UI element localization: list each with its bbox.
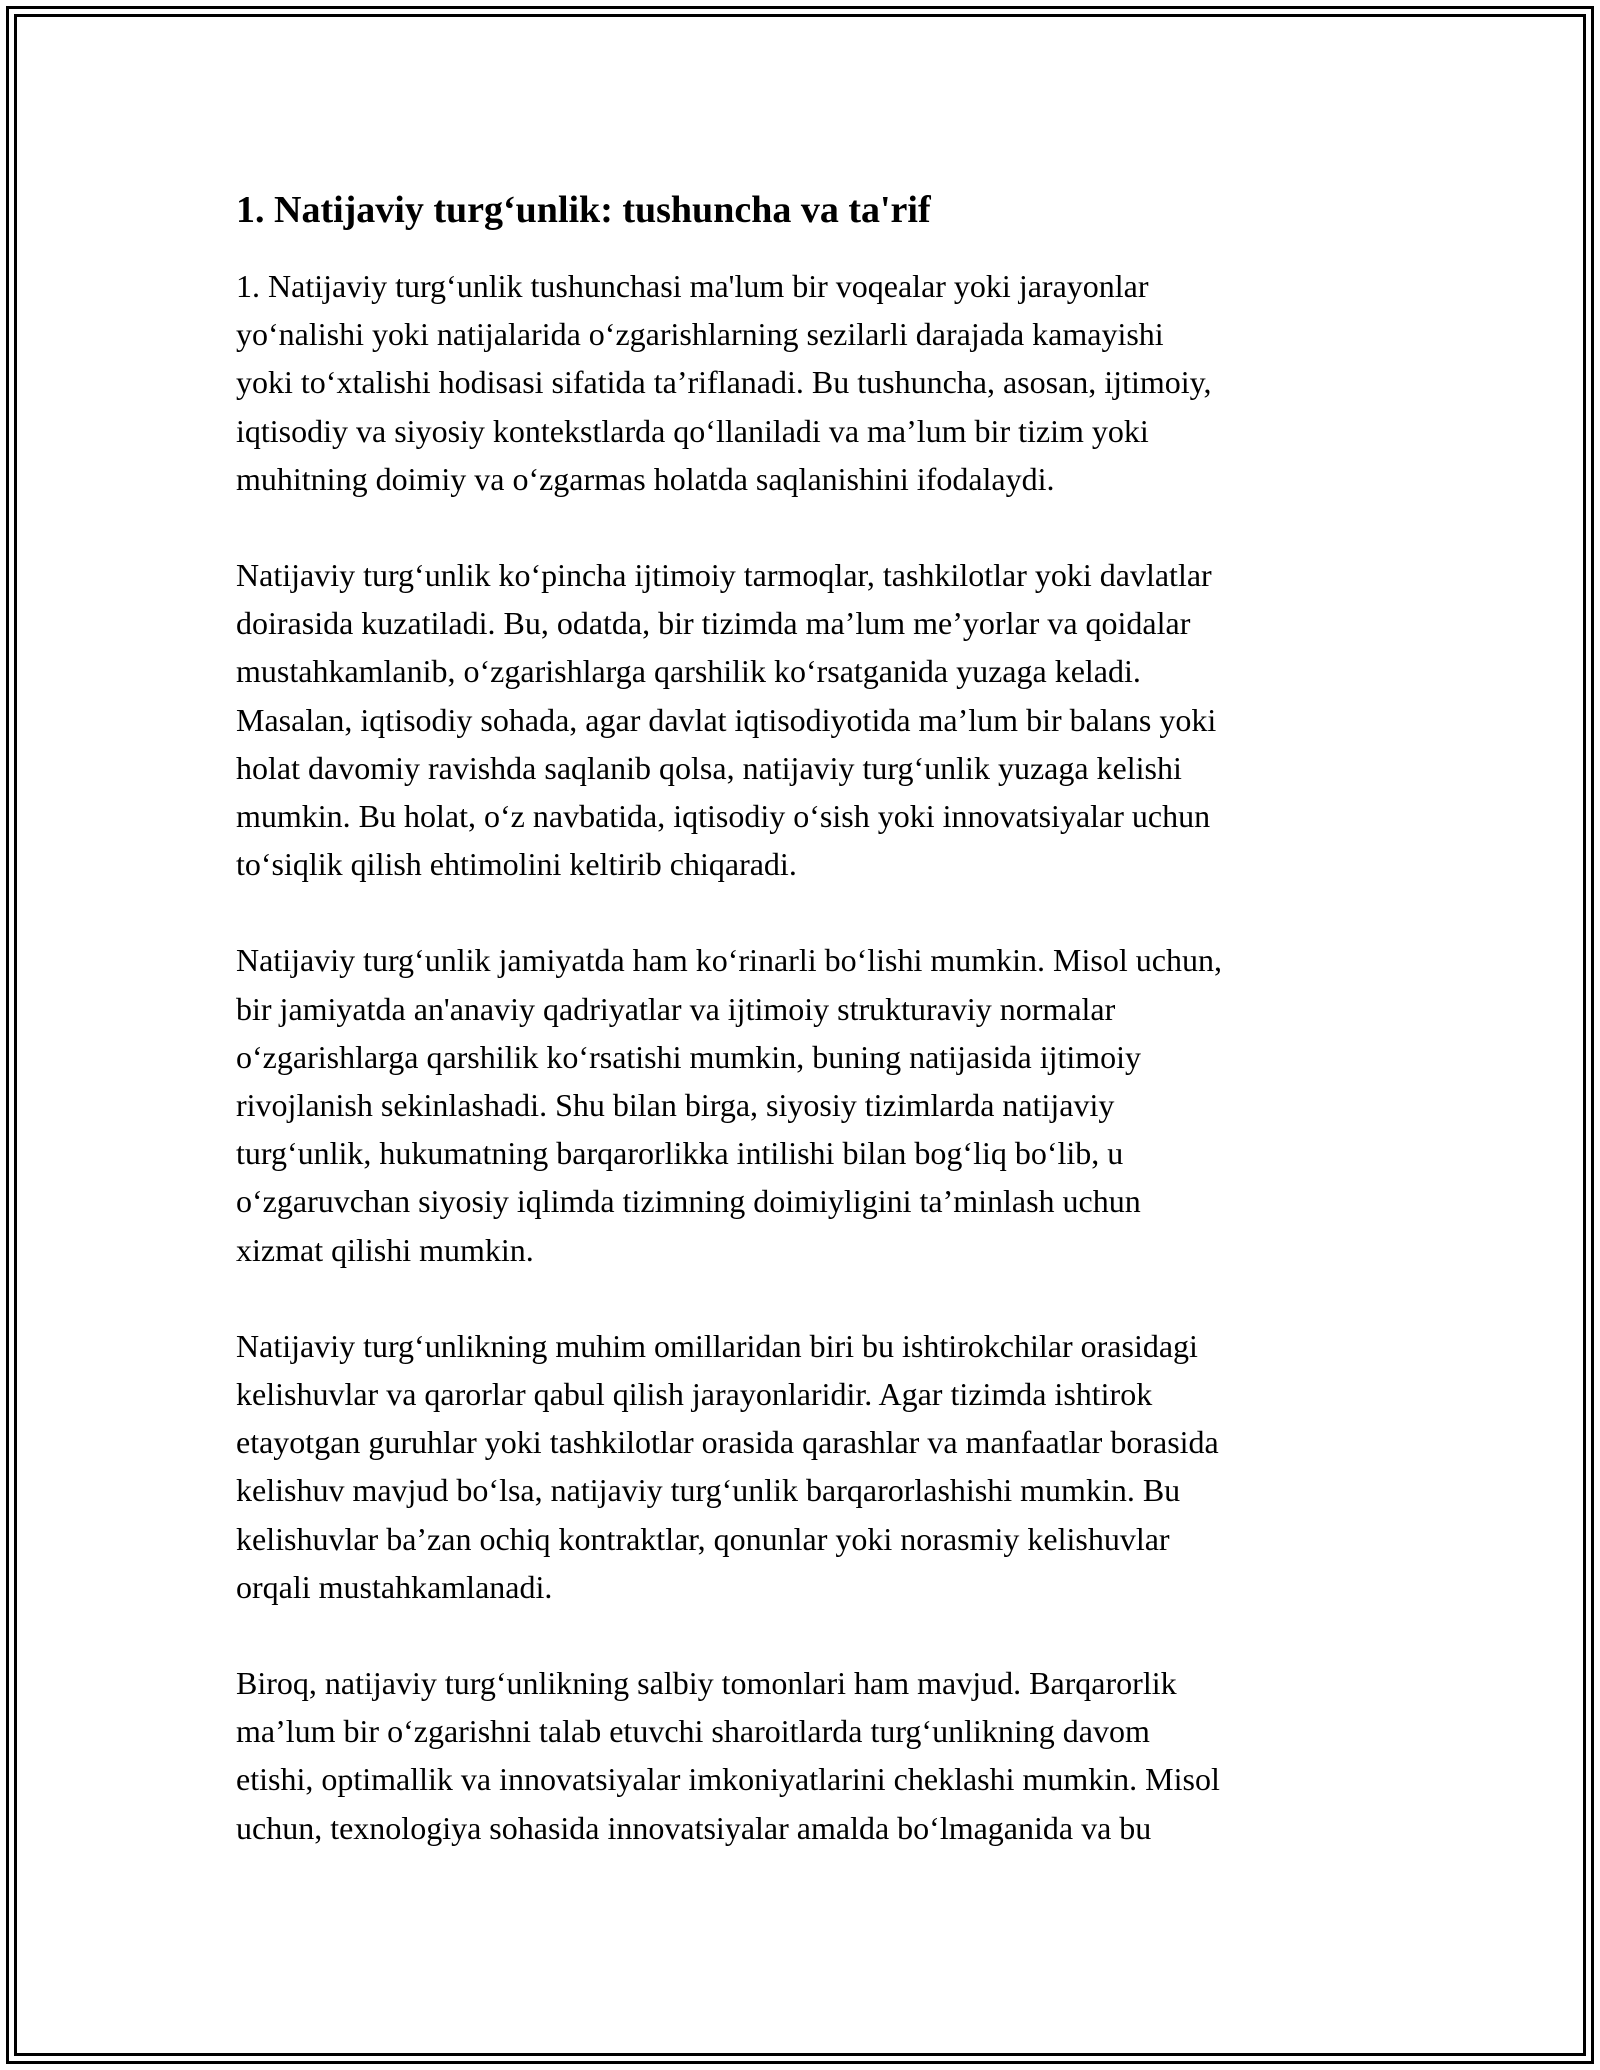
paragraph-line: Masalan, iqtisodiy sohada, agar davlat iqtisodiyotida ma’lum bir balans yoki <box>236 701 1217 738</box>
paragraph-line: muhitning doimiy va o‘zgarmas holatda saqlanishini ifodalaydi. <box>236 460 1055 497</box>
paragraph-line: Biroq, natijaviy turg‘unlikning salbiy tomonlari ham mavjud. Barqarorlik <box>236 1665 1177 1702</box>
paragraph-line: mumkin. Bu holat, o‘z navbatida, iqtisodiy o‘sish yoki innovatsiyalar uchun <box>236 798 1211 835</box>
paragraph-line: mustahkamlanib, o‘zgarishlarga qarshilik ko‘rsatganida yuzaga keladi. <box>236 653 1141 690</box>
paragraph-line: o‘zgarishlarga qarshilik ko‘rsatishi mumkin, buning natijasida ijtimoiy <box>236 1038 1142 1075</box>
paragraph-line: etishi, optimallik va innovatsiyalar imkoniyatlarini cheklashi mumkin. Misol <box>236 1761 1220 1798</box>
paragraph-line: yo‘nalishi yoki natijalarida o‘zgarishlarning sezilarli darajada kamayishi <box>236 316 1164 353</box>
paragraph-line: rivojlanish sekinlashadi. Shu bilan birga, siyosiy tizimlarda natijaviy <box>236 1087 1115 1124</box>
paragraph-line: iqtisodiy va siyosiy kontekstlarda qo‘llaniladi va ma’lum bir tizim yoki <box>236 412 1149 449</box>
paragraph-line: ma’lum bir o‘zgarishni talab etuvchi sharoitlarda turg‘unlikning davom <box>236 1713 1150 1750</box>
paragraph-line: doirasida kuzatiladi. Bu, odatda, bir tizimda ma’lum me’yorlar va qoidalar <box>236 605 1191 642</box>
paragraph-line: yoki to‘xtalishi hodisasi sifatida ta’riflanadi. Bu tushuncha, asosan, ijtimoiy, <box>236 364 1212 401</box>
paragraph-line: o‘zgaruvchan siyosiy iqlimda tizimning doimiyligini ta’minlash uchun <box>236 1183 1141 1220</box>
paragraph-line: 1. Natijaviy turg‘unlik tushunchasi ma'lum bir voqealar yoki jarayonlar <box>236 268 1149 304</box>
paragraph-line: etayotgan guruhlar yoki tashkilotlar orasida qarashlar va manfaatlar borasida <box>236 1424 1219 1461</box>
paragraph-line: uchun, texnologiya sohasida innovatsiyalar amalda bo‘lmaganida va bu <box>236 1809 1152 1846</box>
body-paragraph <box>236 1659 1366 1852</box>
paragraph-line: orqali mustahkamlanadi. <box>236 1568 553 1605</box>
document-body <box>236 262 1366 1852</box>
body-paragraph <box>236 551 1366 888</box>
body-paragraph <box>236 1322 1366 1611</box>
paragraph-line: kelishuv mavjud bo‘lsa, natijaviy turg‘unlik barqarorlashishi mumkin. Bu <box>236 1472 1181 1509</box>
paragraph-line: to‘siqlik qilish ehtimolini keltirib chiqaradi. <box>236 846 797 883</box>
body-paragraph <box>236 936 1366 1273</box>
paragraph-line: holat davomiy ravishda saqlanib qolsa, natijaviy turg‘unlik yuzaga kelishi <box>236 749 1182 786</box>
paragraph-line: bir jamiyatda an'anaviy qadriyatlar va ijtimoiy strukturaviy normalar <box>236 990 1116 1027</box>
paragraph-line: Natijaviy turg‘unlik ko‘pincha ijtimoiy tarmoqlar, tashkilotlar yoki davlatlar <box>236 557 1212 594</box>
document-title: 1. Natijaviy turg‘unlik: tushuncha va ta'rif <box>236 189 931 231</box>
paragraph-line: turg‘unlik, hukumatning barqarorlikka intilishi bilan bog‘liq bo‘lib, u <box>236 1135 1124 1172</box>
body-paragraph <box>236 262 1366 503</box>
paragraph-line: kelishuvlar va qarorlar qabul qilish jarayonlaridir. Agar tizimda ishtirok <box>236 1376 1153 1413</box>
paragraph-line: Natijaviy turg‘unlikning muhim omillaridan biri bu ishtirokchilar orasidagi <box>236 1327 1198 1364</box>
paragraph-line: Natijaviy turg‘unlik jamiyatda ham ko‘rinarli bo‘lishi mumkin. Misol uchun, <box>236 942 1222 979</box>
paragraph-line: xizmat qilishi mumkin. <box>236 1231 534 1268</box>
paragraph-line: kelishuvlar ba’zan ochiq kontraktlar, qonunlar yoki norasmiy kelishuvlar <box>236 1520 1170 1557</box>
document-page <box>236 186 1366 1900</box>
